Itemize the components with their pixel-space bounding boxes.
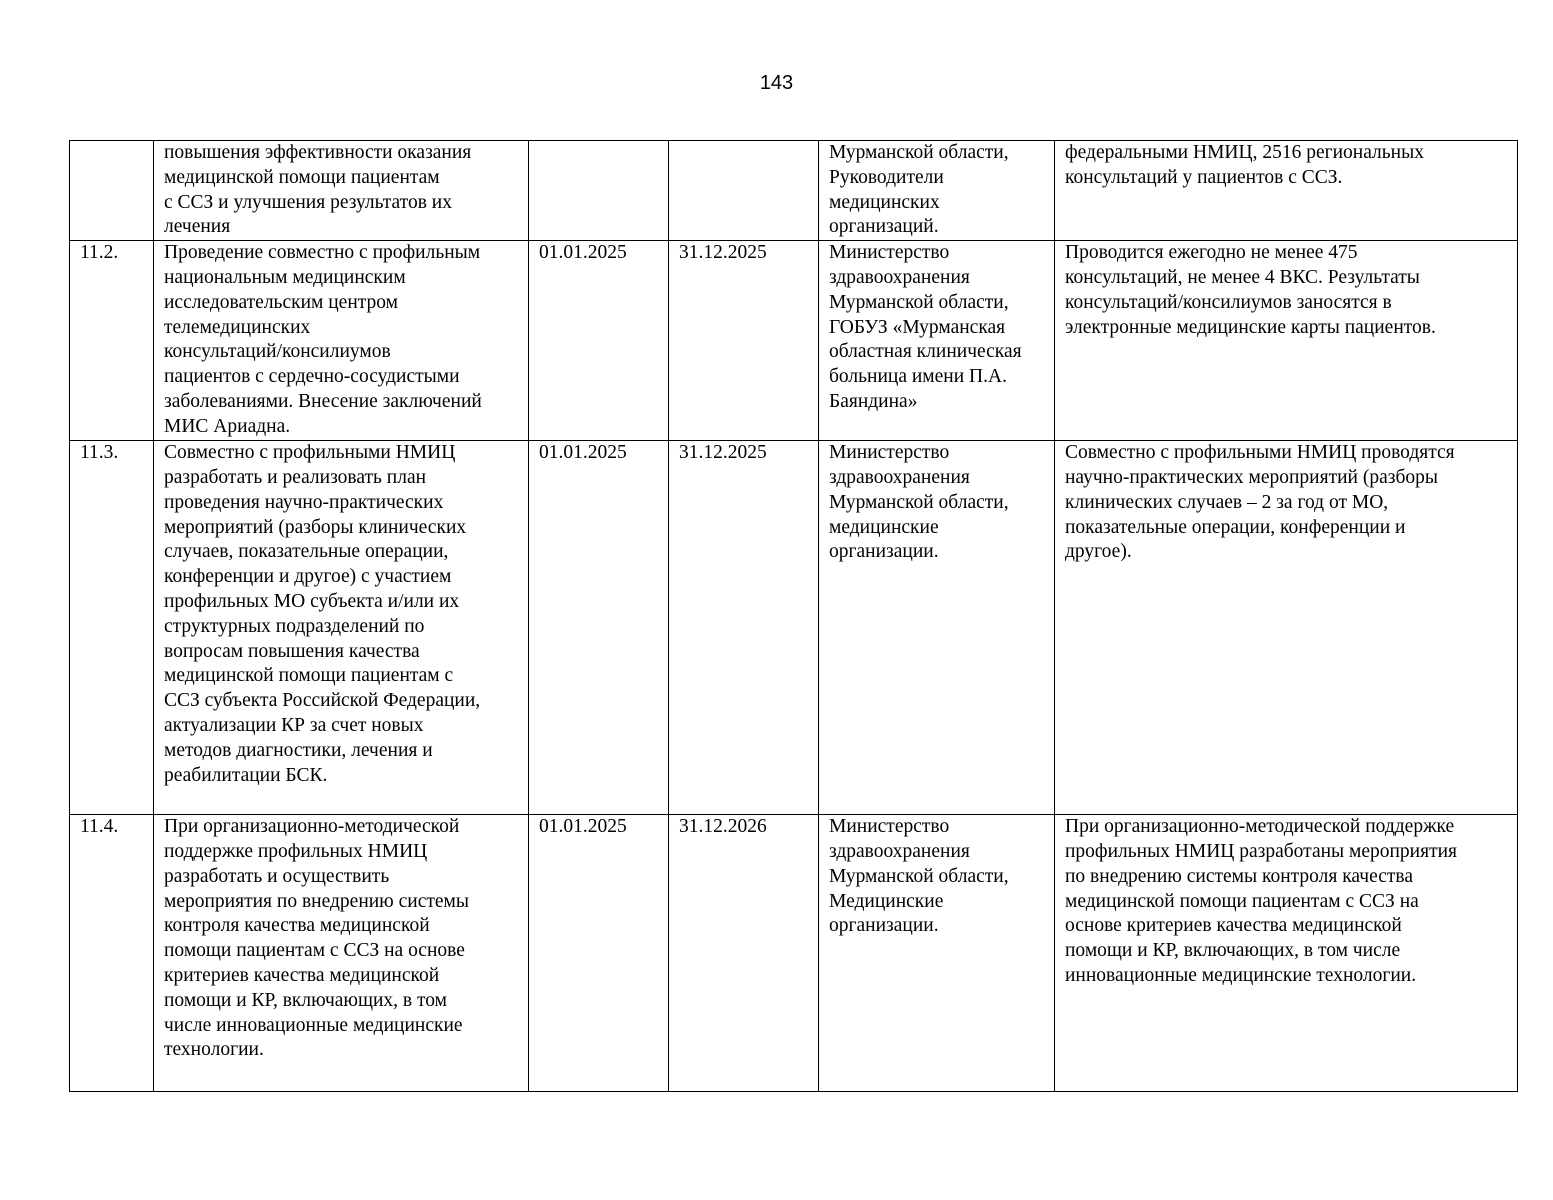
activity-cell: повышения эффективности оказания медицинской помощи пациентам с ССЗ и улучшения результатов их лечения: [154, 141, 529, 241]
start-date-cell: 01.01.2025: [529, 441, 669, 815]
end-date-cell: 31.12.2026: [669, 815, 819, 1092]
activity-cell: При организационно-методической поддержке профильных НМИЦ разработать и осуществить мероприятия по внедрению системы контроля качества медицинской помощи пациентам с ССЗ на основе критериев качества медицинской помощи и КР, включающих, в том числе инновационные медицинские технологии.: [154, 815, 529, 1092]
result-cell: федеральными НМИЦ, 2516 региональных консультаций у пациентов с ССЗ.: [1055, 141, 1518, 241]
activity-cell: Совместно с профильными НМИЦ разработать и реализовать план проведения научно-практических мероприятий (разборы клинических случаев, показательные операции, конференции и другое) с участием профильных МО субъекта и/или их структурных подразделений по вопросам повышения качества медицинской помощи пациентам с ССЗ субъекта Российской Федерации, актуализации КР за счет новых методов диагностики, лечения и реабилитации БСК.: [154, 441, 529, 815]
responsible-cell: Министерство здравоохранения Мурманской области, ГОБУЗ «Мурманская областная клиническая больница имени П.А. Баяндина»: [819, 241, 1055, 441]
action-plan-table: [69, 140, 1518, 1092]
item-number: 11.3.: [70, 441, 154, 815]
result-cell: Проводится ежегодно не менее 475 консультаций, не менее 4 ВКС. Результаты консультаций/консилиумов заносятся в электронные медицинские карты пациентов.: [1055, 241, 1518, 441]
item-number: [70, 141, 154, 241]
result-cell: При организационно-методической поддержке профильных НМИЦ разработаны мероприятия по внедрению системы контроля качества медицинской помощи пациентам с ССЗ на основе критериев качества медицинской помощи и КР, включающих, в том числе инновационные медицинские технологии.: [1055, 815, 1518, 1092]
responsible-cell: Министерство здравоохранения Мурманской области, медицинские организации.: [819, 441, 1055, 815]
table-row: [70, 241, 1518, 441]
item-number: 11.4.: [70, 815, 154, 1092]
activity-cell: Проведение совместно с профильным национальным медицинским исследовательским центром телемедицинских консультаций/консилиумов пациентов с сердечно-сосудистыми заболеваниями. Внесение заключений МИС Ариадна.: [154, 241, 529, 441]
page-number: 143: [759, 72, 794, 94]
start-date-cell: [529, 141, 669, 241]
end-date-cell: [669, 141, 819, 241]
table-row: [70, 141, 1518, 241]
table-row: [70, 441, 1518, 815]
responsible-cell: Министерство здравоохранения Мурманской области, Медицинские организации.: [819, 815, 1055, 1092]
item-number: 11.2.: [70, 241, 154, 441]
responsible-cell: Мурманской области, Руководители медицинских организаций.: [819, 141, 1055, 241]
end-date-cell: 31.12.2025: [669, 241, 819, 441]
end-date-cell: 31.12.2025: [669, 441, 819, 815]
table-row: [70, 815, 1518, 1092]
start-date-cell: 01.01.2025: [529, 815, 669, 1092]
result-cell: Совместно с профильными НМИЦ проводятся научно-практических мероприятий (разборы клинических случаев – 2 за год от МО, показательные операции, конференции и другое).: [1055, 441, 1518, 815]
start-date-cell: 01.01.2025: [529, 241, 669, 441]
